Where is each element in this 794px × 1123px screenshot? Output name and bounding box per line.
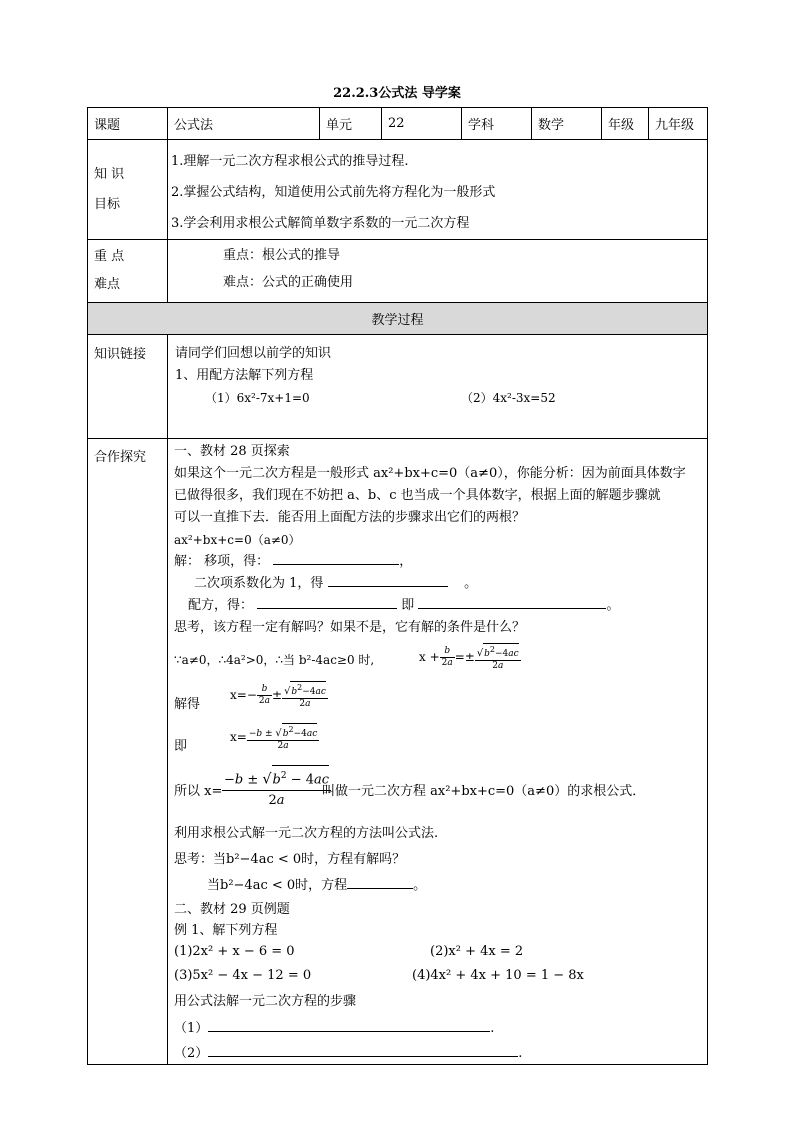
method-name: 利用求根公式解一元二次方程的方法叫公式法. (174, 826, 439, 841)
knowledge-link-row (88, 335, 708, 439)
knowledge-intro: 请同学们回想以前学的知识 (175, 346, 332, 361)
unit-value: 22 (382, 108, 462, 140)
document-title: 22.2.3公式法 导学案 (333, 86, 461, 101)
blank-complete-2[interactable] (418, 596, 606, 609)
para1-line2: 已做得很多，我们现在不妨把 a、b、c 也当成一个具体数字，根据上面的解题步骤就 (174, 488, 661, 503)
section1-title: 一、教材 28 页探索 (174, 444, 290, 459)
unit-label: 单元 (320, 108, 382, 140)
example-4: (4)4x² + 4x + 10 = 1 − 8x (412, 968, 584, 983)
think-2-suffix: 。 (413, 878, 427, 893)
header-row (88, 108, 708, 140)
key-label-2: 难点 (94, 277, 121, 292)
section2-title: 二、教材 29 页例题 (174, 902, 290, 917)
key-point: 重点：根公式的推导 (223, 248, 341, 263)
objective-item: 1.理解一元二次方程求根公式的推导过程. (171, 154, 409, 169)
key-points-row (88, 240, 708, 303)
steps-title: 用公式法解一元二次方程的步骤 (174, 994, 357, 1009)
objectives-label-1: 知 识 (94, 166, 125, 182)
subject-label: 学科 (462, 108, 532, 140)
since-text: ∵a≠0，∴4a²>0，∴当 b²-4ac≥0 时, (174, 653, 375, 667)
lesson-table (87, 107, 708, 1065)
step-2-period: . (518, 1046, 523, 1061)
blank-think-2[interactable] (347, 876, 413, 889)
difficult-point: 难点：公式的正确使用 (223, 275, 354, 290)
ie-label: 即 (174, 739, 188, 754)
process-header-row (88, 303, 708, 335)
subject-value: 数学 (532, 108, 602, 140)
step-1-label: （1） (174, 1021, 209, 1036)
blank-coef[interactable] (328, 574, 448, 587)
think-2-line2: 当b²−4ac < 0时，方程 (207, 878, 348, 893)
blank-move[interactable] (273, 552, 399, 565)
since-formula: x + $\frac{b}{2a}$ =± $\frac{√b^2-4ac}{2a}$ (419, 645, 519, 671)
example-3: (3)5x² − 4x − 12 = 0 (174, 968, 312, 983)
key-label-1: 重 点 (94, 249, 125, 264)
knowledge-eq-1: （1）6x²-7x+1=0 (205, 391, 310, 405)
example-2: (2)x² + 4x = 2 (430, 944, 524, 959)
step-1-period: . (490, 1021, 495, 1036)
step-complete-mid: 即 (401, 598, 415, 613)
objectives-label-2: 目标 (94, 196, 121, 212)
topic-label: 课题 (88, 108, 168, 140)
so-prefix: 所以 x= (174, 784, 223, 799)
solve-formula: x=− $\frac{b}{2a}$ ± $\frac{√b^2-4ac}{2a}$ (230, 683, 326, 709)
step-complete: 配方，得： (188, 598, 254, 613)
think-1: 思考，该方程一定有解吗？如果不是，它有解的条件是什么？ (174, 620, 526, 635)
blank-complete-1[interactable] (257, 596, 397, 609)
objectives-row (88, 140, 708, 240)
objective-item: 3.学会利用求根公式解简单数字系数的一元二次方程 (171, 216, 470, 231)
knowledge-task: 1、用配方法解下列方程 (175, 368, 314, 383)
example-1: (1)2x² + x − 6 = 0 (174, 944, 295, 959)
ie-formula: x= $\frac{-b \pm √b^2-4ac}{2a}$ (230, 725, 318, 751)
objective-item: 2.掌握公式结构，知道使用公式前先将方程化为一般形式 (171, 185, 496, 200)
solve-label: 解得 (174, 697, 201, 712)
grade-label: 年级 (602, 108, 649, 140)
knowledge-eq-2: （2）4x²-3x=52 (461, 391, 556, 405)
step-2-label: （2） (174, 1046, 209, 1061)
step-coef: 二次项系数化为 1，得 (194, 576, 324, 591)
cooperation-row: 合作探究 一、教材 28 页探索 如果这个一元二次方程是一般形式 ax²+bx+c=0（a≠0），你能分析：因为前面具体数字 已做得很多，我们现在不妨把 a、b、c 也当成一个具体数字，根据上面的解题步骤就 可以一直推下去．能否用上面配方法的步骤求出它们的两根？ ax²+bx+c=0（a≠0） 解： 移项，得： ， 二次项系数化为 1，得 。 配方，得： 即 。 思考，该方程一定有解吗？如果不是，它有解的条件是什么？ ∵a≠0，∴4a²>0，∴当 b²-4ac≥0 时, x + $\frac{b}{2a}$ =± $\frac{√b^2-4ac}{2a}$ 解得 x=− $\frac{b}{2a}$ ± $\frac{√b^2-4ac}{2a}$ 即 x= $\frac{-b \pm √b^2-4ac}{2a}$ 所以 x= $\frac{-b \pm √b^2 - 4ac}{2a}$ 叫做一元二次方程 ax²+bx+c=0（a≠0）的求根公式． 利用求根公式解一元二次方程的方法叫公式法. 思考：当b²−4ac < 0时，方程有解吗？ 当b²−4ac < 0时，方程 。 二、教材 29 页例题 例 1、解下列方程 (1)2x² + x − 6 = 0 (2)x² + 4x = 2 (3)5x² − 4x − 12 = 0 (4)4x² + 4x + 10 = 1 − 8x 用公式法解一元二次方程的步骤 （1） . （2） . (88, 439, 708, 1065)
general-equation: ax²+bx+c=0（a≠0） (174, 533, 301, 547)
so-suffix: 叫做一元二次方程 ax²+bx+c=0（a≠0）的求根公式． (322, 784, 646, 799)
para1-line1: 如果这个一元二次方程是一般形式 ax²+bx+c=0（a≠0），你能分析：因为前面具体数字 (174, 466, 686, 481)
quadratic-formula: $\frac{-b \pm √b^2 - 4ac}{2a}$ (222, 765, 331, 811)
think-2: 思考：当b²−4ac < 0时，方程有解吗？ (174, 852, 406, 867)
example-title: 例 1、解下列方程 (174, 923, 278, 938)
topic-value: 公式法 (168, 108, 320, 140)
cooperation-label: 合作探究 (88, 439, 168, 1065)
grade-value: 九年级 (649, 108, 708, 140)
blank-step-1[interactable] (208, 1019, 490, 1032)
step-move: 解： 移项，得： (174, 554, 270, 569)
process-header: 教学过程 (88, 303, 708, 335)
blank-step-2[interactable] (208, 1044, 518, 1057)
knowledge-link-label: 知识链接 (88, 335, 168, 439)
para1-line3: 可以一直推下去．能否用上面配方法的步骤求出它们的两根？ (174, 510, 526, 525)
